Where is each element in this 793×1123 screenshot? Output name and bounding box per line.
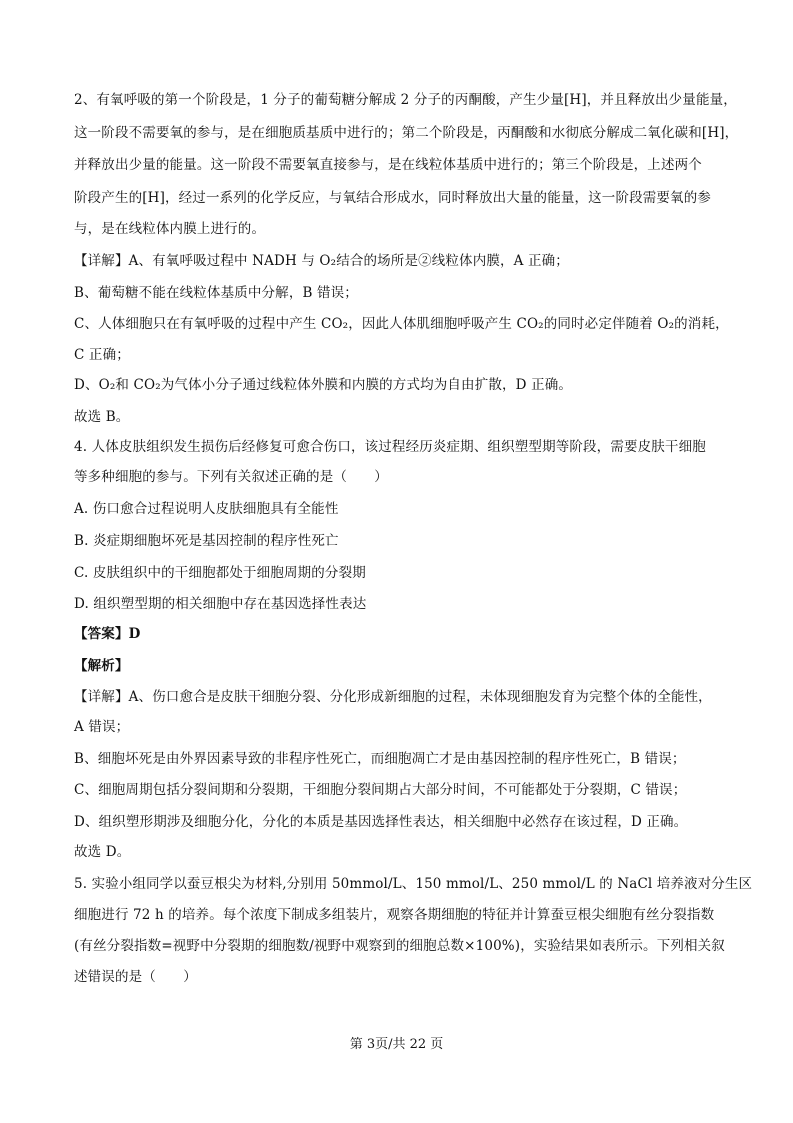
text-line: D、O₂和 CO₂为气体小分子通过线粒体外膜和内膜的方式均为自由扩散，D 正确。 (74, 377, 573, 393)
text-line: 故选 D。 (74, 844, 131, 860)
answer-label: 【答案】D (74, 626, 141, 642)
question-5-stem: 细胞进行 72 h 的培养。每个浓度下制成多组装片，观察各期细胞的特征并计算蚕豆根尖细胞有丝分裂指数 (74, 907, 715, 923)
text-line: 【详解】A、伤口愈合是皮肤干细胞分裂、分化形成新细胞的过程，未体现细胞发育为完整个体的全能性， (74, 689, 712, 705)
text-line: 故选 B。 (74, 409, 130, 425)
question-5-stem: (有丝分裂指数=视野中分裂期的细胞数/视野中观察到的细胞总数×100%)，实验结果如表所示。下列相关叙 (74, 938, 725, 954)
page-number-footer: 第 3页/共 22 页 (349, 1037, 444, 1052)
analysis-label: 【解析】 (74, 658, 129, 674)
text-line: 2、有氧呼吸的第一个阶段是，1 分子的葡萄糖分解成 2 分子的丙酮酸，产生少量[H]，并且释放出少量能量， (74, 92, 737, 108)
text-line: B、细胞坏死是由外界因素导致的非程序性死亡，而细胞凋亡才是由基因控制的程序性死亡，B 错误； (74, 751, 686, 767)
text-line: 【详解】A、有氧呼吸过程中 NADH 与 O₂结合的场所是②线粒体内膜，A 正确； (74, 253, 569, 269)
question-5-stem: 5. 实验小组同学以蚕豆根尖为材料,分别用 50mmol/L、150 mmol/L、250 mmol/L 的 NaCl 培养液对分生区 (74, 876, 753, 892)
text-line: C、细胞周期包括分裂间期和分裂期，干细胞分裂间期占大部分时间，不可能都处于分裂期，C 错误； (74, 782, 687, 798)
option-b: B. 炎症期细胞坏死是基因控制的程序性死亡 (74, 533, 339, 549)
text-line: D、组织塑形期涉及细胞分化，分化的本质是基因选择性表达，相关细胞中必然存在该过程，D 正确。 (74, 814, 688, 830)
question-4-stem: 4. 人体皮肤组织发生损伤后经修复可愈合伤口，该过程经历炎症期、组织塑型期等阶段，需要皮肤干细胞 (74, 439, 706, 455)
option-d: D. 组织塑型期的相关细胞中存在基因选择性表达 (74, 596, 367, 612)
text-line: C 正确； (74, 347, 130, 363)
option-c: C. 皮肤组织中的干细胞都处于细胞周期的分裂期 (74, 565, 366, 581)
text-line: A 错误； (74, 719, 130, 735)
question-5-stem: 述错误的是（ ） (74, 969, 197, 985)
text-line: 与，是在线粒体内膜上进行的。 (74, 221, 266, 237)
option-a: A. 伤口愈合过程说明人皮肤细胞具有全能性 (74, 501, 339, 517)
text-line: B、葡萄糖不能在线粒体基质中分解，B 错误； (74, 285, 358, 301)
text-line: 阶段产生的[H]，经过一系列的化学反应，与氧结合形成水，同时释放出大量的能量，这一阶段需要氧的参 (74, 190, 712, 206)
text-line: C、人体细胞只在有氧呼吸的过程中产生 CO₂，因此人体肌细胞呼吸产生 CO₂的同时必定伴随着 O₂的消耗， (74, 316, 729, 332)
question-4-stem: 等多种细胞的参与。下列有关叙述正确的是（ ） (74, 469, 388, 485)
text-line: 并释放出少量的能量。这一阶段不需要氧直接参与，是在线粒体基质中进行的；第三个阶段是，上述两个 (74, 157, 702, 173)
text-line: 这一阶段不需要氧的参与，是在细胞质基质中进行的；第二个阶段是，丙酮酸和水彻底分解成二氧化碳和[H]， (74, 125, 739, 141)
